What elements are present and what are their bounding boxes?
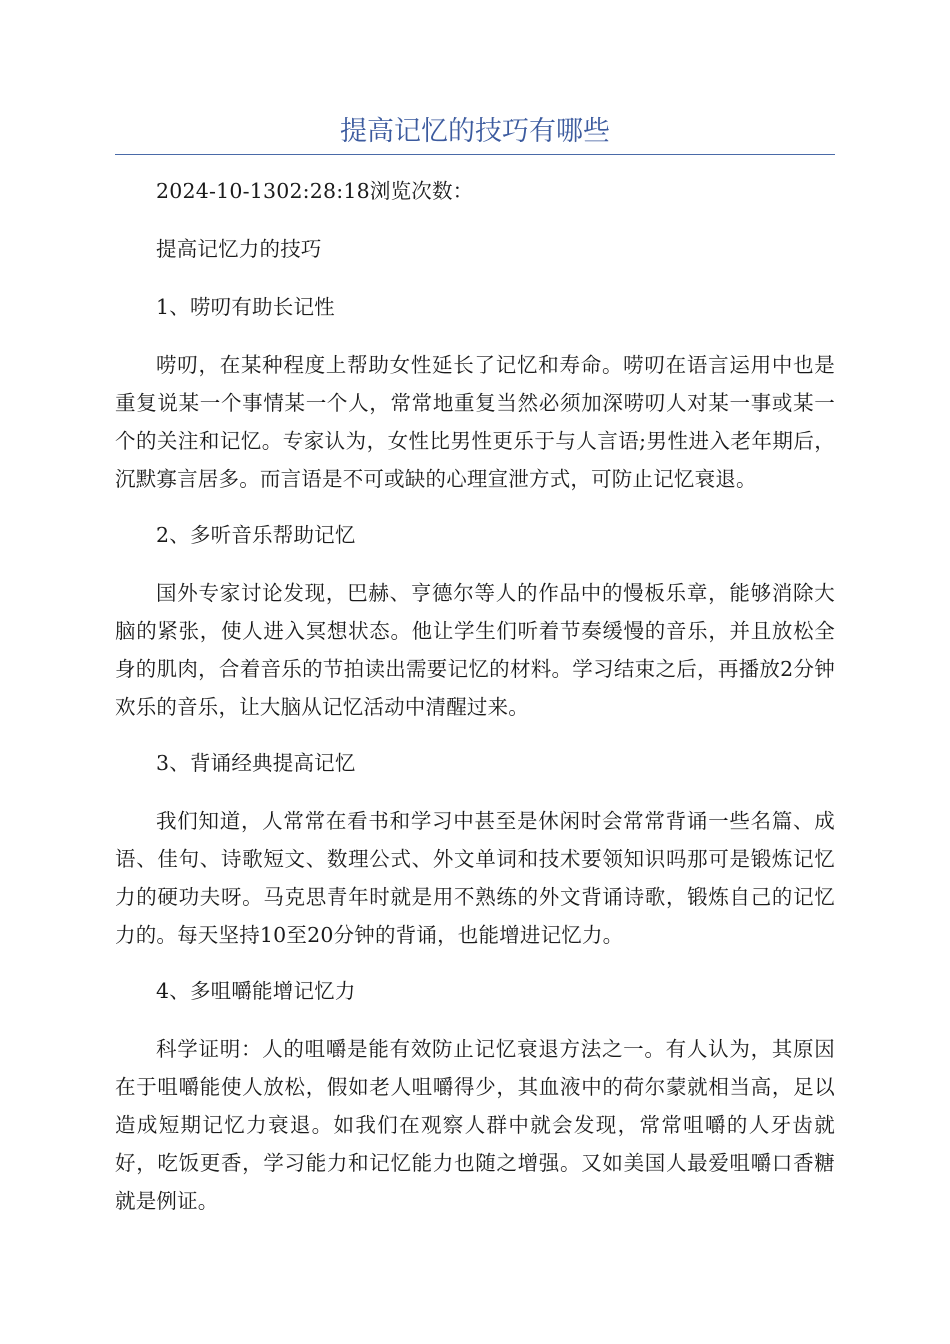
item-paragraph-4: 科学证明：人的咀嚼是能有效防止记忆衰退方法之一。有人认为，其原因在于咀嚼能使人放松，假如老人咀嚼得少，其血液中的荷尔蒙就相当高，足以造成短期记忆力衰退。如我们在观察人群中就会发现，常常咀嚼的人牙齿就好，吃饭更香，学习能力和记忆能力也随之增强。又如美国人最爱咀嚼口香糖就是例证。 — [115, 1037, 835, 1213]
item-paragraph-3: 我们知道，人常常在看书和学习中甚至是休闲时会常常背诵一些名篇、成语、佳句、诗歌短文、数理公式、外文单词和技术要领知识吗那可是锻炼记忆力的硬功夫呀。马克思青年时就是用不熟练的外文背诵诗歌，锻炼自己的记忆力的。每天坚持10至20分钟的背诵，也能增进记忆力。 — [115, 809, 835, 947]
item-heading-1: 1、唠叨有助长记性 — [156, 295, 335, 319]
meta-line: 2024-10-1302:28:18浏览次数： — [156, 179, 474, 203]
page-title: 提高记忆的技巧有哪些 — [340, 116, 610, 147]
item-paragraph-1: 唠叨，在某种程度上帮助女性延长了记忆和寿命。唠叨在语言运用中也是重复说某一个事情某一个人，常常地重复当然必须加深唠叨人对某一事或某一个的关注和记忆。专家认为，女性比男性更乐于与人言语;男性进入老年期后，沉默寡言居多。而言语是不可或缺的心理宣泄方式，可防止记忆衰退。 — [115, 353, 835, 491]
document-body — [115, 172, 835, 1238]
section-heading: 提高记忆力的技巧 — [156, 237, 322, 261]
item-paragraph-2: 国外专家讨论发现，巴赫、亨德尔等人的作品中的慢板乐章，能够消除大脑的紧张，使人进入冥想状态。他让学生们听着节奏缓慢的音乐，并且放松全身的肌肉，合着音乐的节拍读出需要记忆的材料。学习结束之后，再播放2分钟欢乐的音乐，让大脑从记忆活动中清醒过来。 — [115, 581, 835, 719]
item-heading-2: 2、多听音乐帮助记忆 — [156, 523, 356, 547]
title-underline — [115, 154, 835, 155]
item-heading-3: 3、背诵经典提高记忆 — [156, 751, 356, 775]
item-heading-4: 4、多咀嚼能增记忆力 — [156, 979, 356, 1003]
